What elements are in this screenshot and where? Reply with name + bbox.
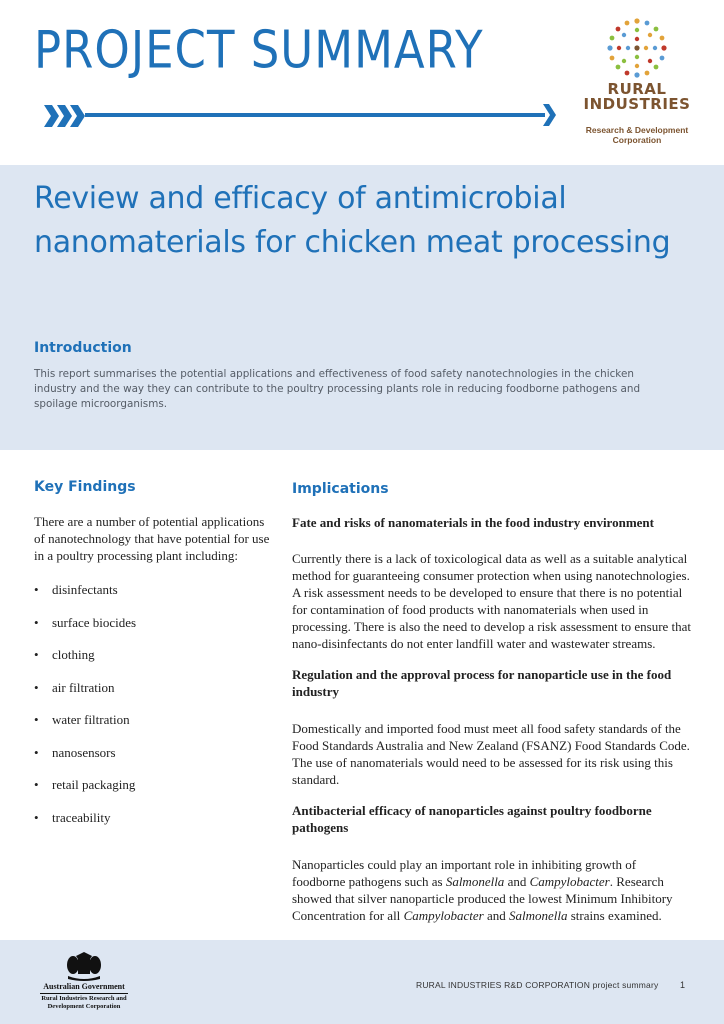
pathogen-name: Salmonella — [509, 908, 568, 923]
list-item: • traceability — [34, 809, 111, 825]
bullet-icon: • — [34, 777, 39, 792]
triple-chevron-icon — [44, 105, 86, 127]
government-crest — [36, 952, 132, 1022]
introduction-text: This report summarises the potential applications and effectiveness of food safety nanotechnologies in the chicken industry and the way they can contribute to the poultry processing plants role in reducing foodborne pathogens and spoilage microorganisms. — [34, 368, 641, 410]
crest-organisation: Rural Industries Research and Development Corporation — [41, 995, 127, 1010]
intro-band — [0, 165, 724, 450]
list-item: • surface biocides — [34, 614, 137, 630]
rule-arrow-icon — [543, 104, 557, 126]
list-item: • retail packaging — [34, 777, 136, 792]
implication-subheading: Regulation and the approval process for nanoparticle use in the food industry — [292, 667, 672, 699]
dot-circle-logo-icon — [601, 18, 673, 78]
list-item: • air filtration — [34, 679, 115, 695]
key-findings-list — [34, 581, 264, 841]
list-item: • water filtration — [34, 712, 130, 727]
rirdc-logo — [574, 18, 700, 143]
logo-subtitle: Research & Development Corporation — [585, 125, 689, 145]
pathogen-name: Campylobacter — [403, 908, 484, 923]
page-header — [0, 0, 724, 165]
introduction-heading: Introduction — [34, 340, 132, 356]
implication-text: Domestically and imported food must meet all food safety standards of the Food Standards Australia and New Zealand (FSANZ) Food Standards Code. The use of nanomaterials would need to be assessed for its risk using this standard. — [292, 721, 690, 787]
bullet-icon: • — [34, 647, 39, 662]
implication-text: Nanoparticles could play an important role in inhibiting growth of foodborne pathogens such as Salmonella and Campylobacter. Research showed that silver nanoparticle produced the lowest Minimum Inhibitory Concentration for all Campylobacter and Salmonella strains examined. — [292, 857, 673, 923]
implication-subheading: Fate and risks of nanomaterials in the food industry environment — [292, 515, 654, 530]
bullet-icon: • — [34, 712, 39, 727]
list-item: • disinfectants — [34, 582, 118, 597]
pathogen-name: Salmonella — [445, 874, 505, 889]
bullet-icon: • — [34, 809, 39, 825]
page-footer — [0, 940, 724, 1024]
implications-heading: Implications — [292, 481, 389, 497]
government-name: Australian Government — [43, 982, 125, 991]
coat-of-arms-icon — [64, 952, 104, 982]
bullet-icon: • — [34, 614, 39, 630]
key-findings-heading: Key Findings — [34, 479, 136, 495]
bullet-icon: • — [34, 679, 39, 695]
crest-divider — [40, 993, 128, 994]
implication-subheading: Antibacterial efficacy of nanoparticles against poultry foodborne pathogens — [292, 803, 652, 835]
key-findings-text: There are a number of potential applications of nanotechnology that have potential for use in a poultry processing plant including: — [34, 514, 270, 563]
page-title: PROJECT SUMMARY — [34, 19, 484, 81]
bullet-icon: • — [34, 744, 39, 760]
pathogen-name: Campylobacter — [529, 874, 610, 889]
implication-text: Currently there is a lack of toxicological data as well as a suitable analytical method for guaranteeing consumer protection when using nanotechnologies. A risk assessment needs to be developed to ensure that there is no potential for contamination of food products with nanomaterials when used in processing. There is also the need to develop a risk assessment to ensure that nano-disinfectants do not enter landfill water and wastewater streams. — [292, 551, 692, 651]
list-item: • nanosensors — [34, 744, 116, 760]
page-number: 1 — [680, 980, 686, 990]
bullet-icon: • — [34, 582, 39, 597]
footer-text: RURAL INDUSTRIES R&D CORPORATION project summary — [416, 980, 659, 990]
header-rule — [85, 113, 545, 117]
report-title: Review and efficacy of antimicrobial nanomaterials for chicken meat processing — [34, 181, 671, 260]
implications-column — [292, 514, 692, 938]
list-item: • clothing — [34, 647, 95, 662]
logo-name: RURAL INDUSTRIES — [583, 80, 691, 113]
